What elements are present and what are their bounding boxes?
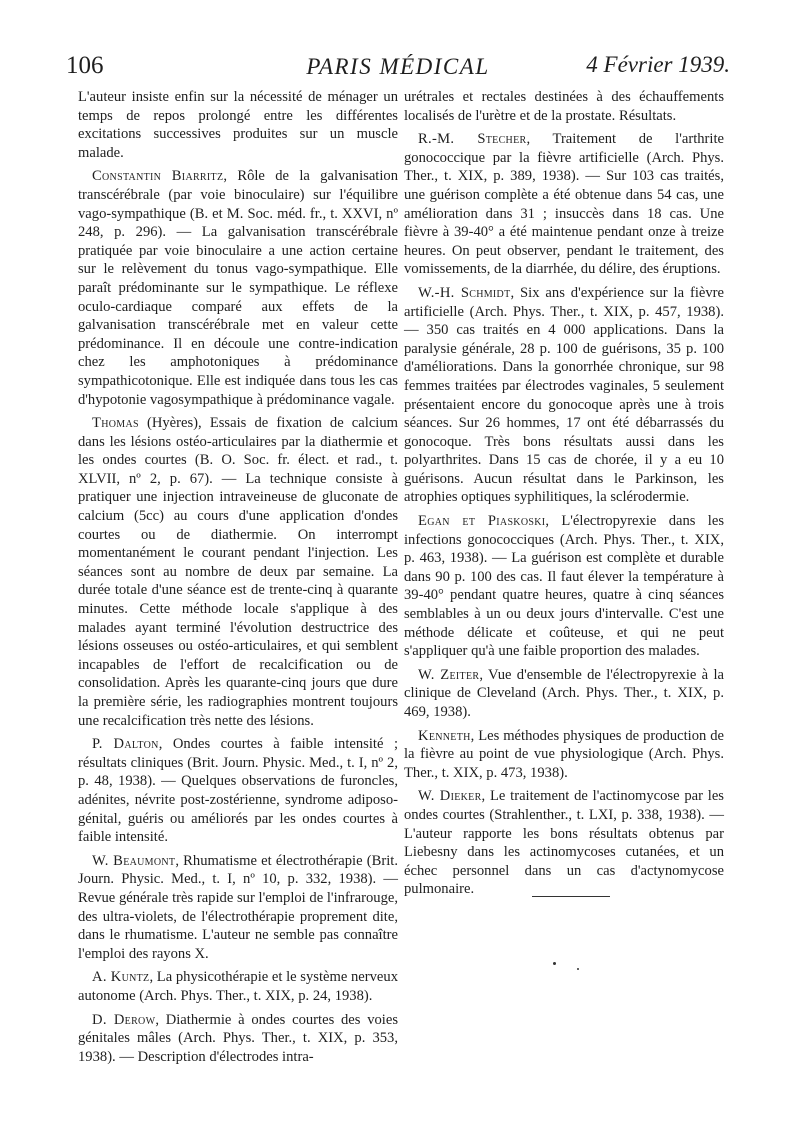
entry-text: , Traitement de l'arthrite gonococcique par la fièvre artificielle (Arch. Phys. Ther., t. XIX, p. 389, 1938). — Sur 103 cas traités, une guérison complète a été obtenue dans 54 cas, une amélioration dans 31 ; insuccès dans 18 cas. Une fièvre à 39-40° a été maintenue pendant onze à treize heures. On peut observer, pendant le traitement, des vomissements, de la diarrhée, du délire, des éruptions. <box>404 131 725 278</box>
section-divider <box>532 896 610 897</box>
abstract-entry <box>78 167 398 409</box>
abstract-entry <box>404 284 724 507</box>
print-speck <box>577 968 579 970</box>
entry-text: , Vue d'ensemble de l'électropyrexie à la clinique de Cleveland (Arch. Phys. Ther., t. XIX, p. 469, 1938). <box>404 666 724 720</box>
entry-text: , Diathermie à ondes courtes des voies génitales mâles (Arch. Phys. Ther., t. XIX, p. 353, 1938). — Description d'électrodes intra- <box>78 1011 398 1065</box>
abstract-entry: urétrales et rectales destinées à des échauffements localisés de l'urètre et de la prostate. Résultats. <box>404 89 724 124</box>
entry-text: , Le traitement de l'actinomycose par les ondes courtes (Strahlenther., t. LXI, p. 338, 1938). — L'auteur rapporte les bons résultats obtenus par Liebesny dans les actinomycoses cutanées, et un échec personnel dans un cas d'actynomycose pulmonaire. <box>404 788 724 898</box>
entry-text: , Rôle de la galvanisation transcérébrale (par voie binoculaire) sur l'équilibre vago-sympathique (B. et M. Soc. méd. fr., t. XXVI, nº 248, p. 296). — La galvanisation transcérébrale pratiquée par voie binoculaire a une action certaine sur le relèvement du tonus vago-sympathique. Elle paraît prédominante sur le sympathique. Le réflexe oculo-cardiaque comparé aux effets de la galvanisation transcérébrale met en valeur cette prédominance. Il en découle une contre-indication chez les amphotoniques à prédominance sympathicotonique. Elle est indiquée dans tous les cas d'hypotonie vagosympathique à prédominance vagale. <box>78 168 398 408</box>
entry-author: W. Dieker <box>418 788 482 805</box>
entry-author: A. Kuntz <box>92 969 150 986</box>
entry-author: W.-H. Schmidt <box>418 284 511 301</box>
entry-text: , Les méthodes physiques de production de la fièvre au point de vue physiologique (Arch. Phys. Ther., t. XIX, p. 473, 1938). <box>404 727 724 781</box>
abstract-entry <box>404 666 724 722</box>
entry-text: (Hyères), Essais de fixation de calcium dans les lésions ostéo-articulaires par la diathermie et les ondes courtes (B. O. Soc. fr. élect. et rad., t. XLVII, nº 2, p. 67). — La technique consiste à pratiquer une injection intraveineuse de gluconate de calcium (5cc) au cours d'une application d'ondes courtes ou de diathermie. On interrompt momentanément le courant pendant l'injection. Les séances sont au nombre de deux par semaine. La durée totale d'une séance est de trente-cinq à quarante minutes. Cette méthode locale s'applique à des malades ayant terminé l'évolution destructrice des lésions osseuses ou ostéo-articulaires, et qui semblent incapables de l'effort de recalcification ou de consolidation. Après les quarante-cinq jours que dure la première série, les radiographies montrent toujours une recalcification très nette des lésions. <box>78 415 398 729</box>
abstract-entry <box>404 130 724 279</box>
entry-author: Thomas <box>92 415 139 432</box>
entry-author: Egan et Piaskoski <box>418 513 546 530</box>
abstract-entry <box>78 414 398 730</box>
journal-title: PARIS MÉDICAL <box>306 54 490 79</box>
abstract-entry <box>78 968 398 1005</box>
running-header <box>66 52 730 84</box>
entry-text: , La physicothérapie et le système nerveux autonome (Arch. Phys. Ther., t. XIX, p. 24, 1938). <box>78 969 398 1004</box>
right-column <box>404 88 724 904</box>
abstract-entry <box>78 1011 398 1067</box>
entry-author: P. Dalton <box>92 736 159 753</box>
issue-date: 4 Février 1939. <box>586 52 730 77</box>
entry-author: W. Zeiter <box>418 666 480 683</box>
entry-text: , Rhumatisme et électrothérapie (Brit. Journ. Physic. Med., t. I, nº 10, p. 332, 1938). — Revue générale très rapide sur l'emploi de l'infrarouge, des ultra-violets, de l'électrothérapie proprement dite, dans le rhumatisme. L'auteur ne semble pas connaître l'emploi des rayons X. <box>78 852 399 962</box>
entry-text: , L'électropyrexie dans les infections gonococciques (Arch. Phys. Ther., t. XIX, p. 463, 1938). — La guérison est complète et durable dans 90 p. 100 des cas. Il faut élever la température à 39-40° pendant quatre heures, quatre à cinq séances semblables à un ou deux jours d'intervalle. C'est une méthode délicate et coûteuse, et qui ne peut s'appliquer qu'à une faible proportion des malades. <box>404 513 725 660</box>
entry-author: Constantin Biarritz <box>92 168 224 185</box>
abstract-entry <box>78 735 398 847</box>
entry-author: R.-M. Stecher <box>418 131 527 148</box>
print-speck <box>553 962 556 965</box>
abstract-entry: L'auteur insiste enfin sur la nécessité de ménager un temps de repos prolongé entre les différentes excitations successives produites sur un muscle malade. <box>78 89 398 161</box>
entry-author: D. Derow <box>92 1011 156 1028</box>
page-number: 106 <box>66 52 104 79</box>
left-column <box>78 88 398 1071</box>
abstract-entry <box>404 512 724 661</box>
abstract-entry <box>404 787 724 899</box>
entry-text: , Six ans d'expérience sur la fièvre artificielle (Arch. Phys. Ther., t. XIX, p. 457, 1938). — 350 cas traités en 4 000 applications. Dans la paralysie générale, 28 p. 100 de guérisons, 35 p. 100 d'améliorations. Dans la gonorrhée chronique, sur 98 femmes traitées par électrodes vaginales, 5 seulement présentaient encore du gonocoque après une à trois séances. Sur 26 hommes, 17 ont été débarrassés du gonocoque. Très bons résultats aussi dans les polyarthrites. Dans 15 cas de chorée, il y a eu 10 guérisons. Aucun résultat dans le Parkinson, les atrophies optiques syphilitiques, la sclérodermie. <box>404 284 724 506</box>
abstract-entry <box>404 727 724 783</box>
abstract-entry <box>78 852 398 964</box>
entry-author: W. Beaumont <box>92 852 176 869</box>
entry-author: Kenneth <box>418 727 471 744</box>
entry-text: , Ondes courtes à faible intensité ; résultats cliniques (Brit. Journ. Physic. Med., t. I, nº 2, p. 48, 1938). — Quelques observations de furoncles, adénites, névrite post-zostérienne, syndrome adiposo-génital, guéris ou améliorés par les ondes courtes à faible intensité. <box>78 736 399 846</box>
